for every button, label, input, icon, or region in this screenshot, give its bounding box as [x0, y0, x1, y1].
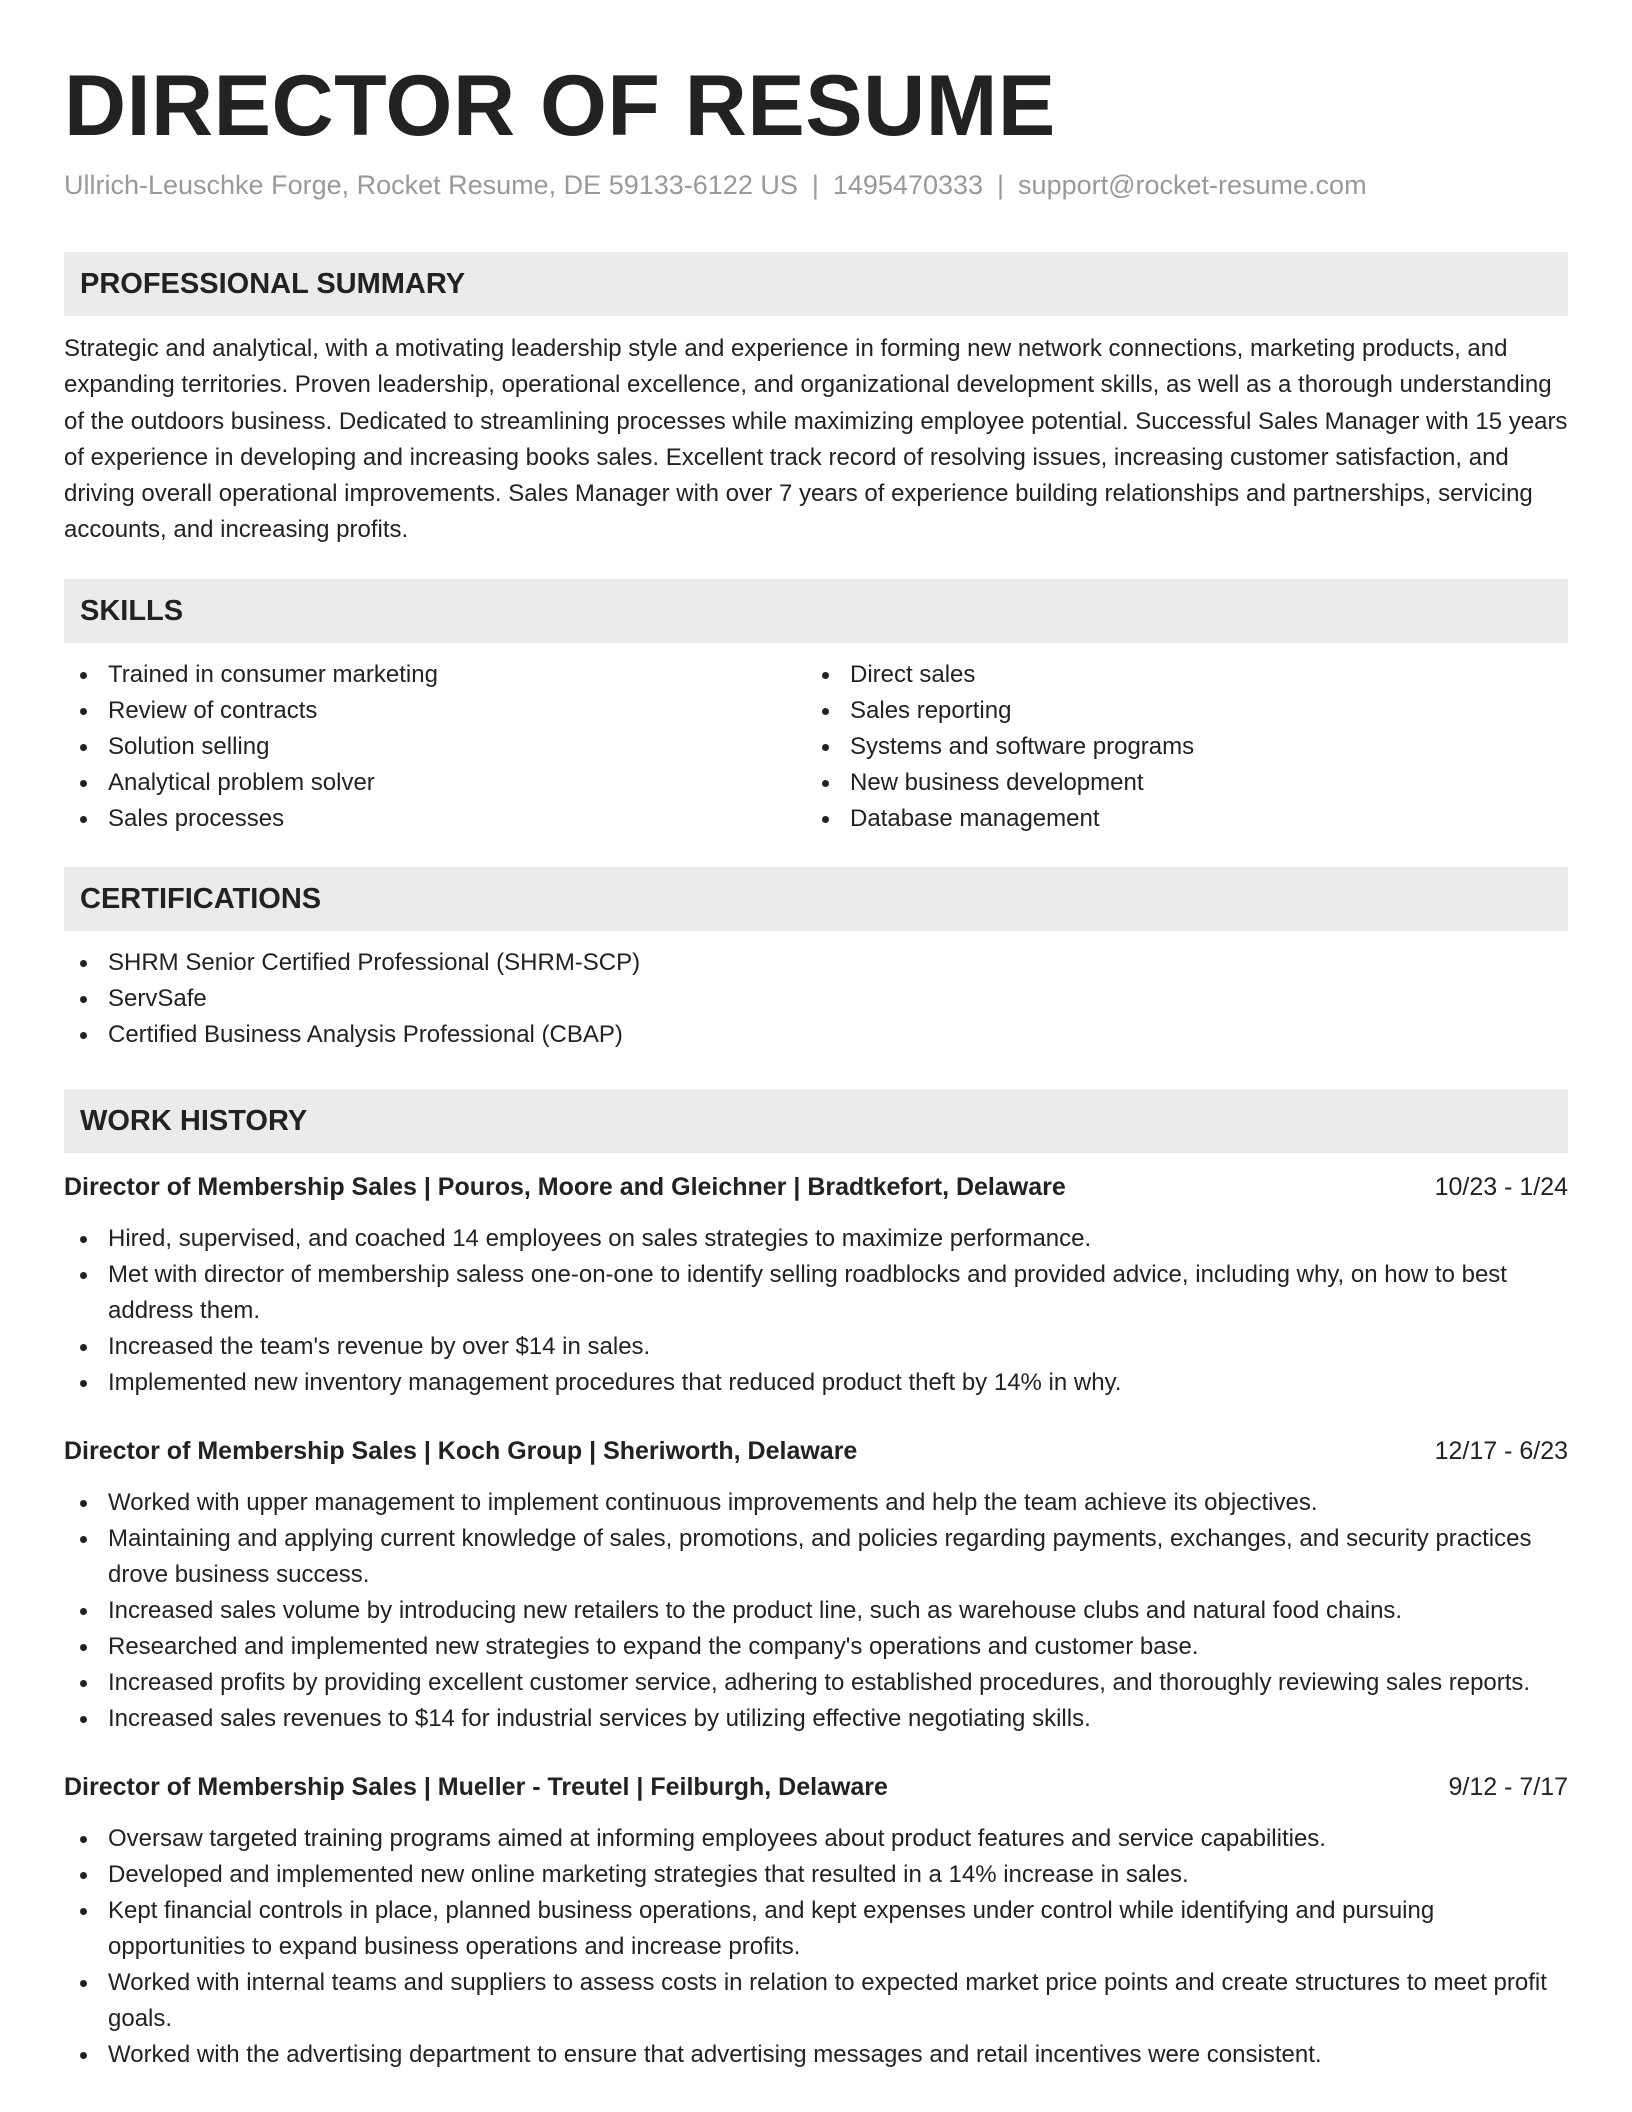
job-bullet: Increased sales volume by introducing new retailers to the product line, such as warehouse clubs and natural food chains.	[64, 1593, 1568, 1629]
job-bullet: Researched and implemented new strategies to expand the company's operations and customer base.	[64, 1629, 1568, 1665]
job-bullet: Met with director of membership saless one-on-one to identify selling roadblocks and provided advice, including why, on how to best address them.	[64, 1257, 1568, 1329]
job-bullets	[64, 1821, 1568, 2073]
job-header	[64, 1169, 1568, 1205]
skill-item: New business development	[806, 765, 1548, 801]
job-bullet: Increased the team's revenue by over $14 in sales.	[64, 1329, 1568, 1365]
job-entry	[64, 1433, 1568, 1737]
job-bullets	[64, 1485, 1568, 1737]
job-bullet: Implemented new inventory management procedures that reduced product theft by 14% in why.	[64, 1365, 1568, 1401]
certification-item: ServSafe	[64, 981, 1568, 1017]
skill-item: Analytical problem solver	[64, 765, 806, 801]
contact-email: support@rocket-resume.com	[1018, 170, 1367, 200]
job-title: Director of Membership Sales | Koch Group | Sheriworth, Delaware	[64, 1436, 858, 1465]
skills-column-left	[64, 657, 806, 837]
contact-address: Ullrich-Leuschke Forge, Rocket Resume, DE 59133-6122 US	[64, 170, 798, 200]
job-entry	[64, 1169, 1568, 1401]
certifications-list	[64, 945, 1568, 1053]
job-bullet: Oversaw targeted training programs aimed at informing employees about product features and service capabilities.	[64, 1821, 1568, 1857]
job-entry	[64, 1769, 1568, 2073]
section-header-work-history: WORK HISTORY	[64, 1089, 1568, 1153]
job-bullet: Worked with internal teams and suppliers to assess costs in relation to expected market price points and create structures to meet profit goals.	[64, 1965, 1568, 2037]
job-title: Director of Membership Sales | Mueller - Treutel | Feilburgh, Delaware	[64, 1772, 888, 1801]
contact-separator: |	[811, 170, 819, 200]
job-bullet: Kept financial controls in place, planned business operations, and kept expenses under control while identifying and pursuing opportunities to expand business operations and increase profits.	[64, 1893, 1568, 1965]
contact-phone: 1495470333	[832, 170, 984, 200]
job-bullet: Worked with the advertising department to ensure that advertising messages and retail incentives were consistent.	[64, 2037, 1568, 2073]
job-dates: 12/17 - 6/23	[1434, 1436, 1568, 1465]
skills-list	[64, 657, 1568, 837]
skill-item: Systems and software programs	[806, 729, 1548, 765]
job-header	[64, 1433, 1568, 1469]
job-bullet: Developed and implemented new online marketing strategies that resulted in a 14% increase in sales.	[64, 1857, 1568, 1893]
skills-column-right	[806, 657, 1548, 837]
skill-item: Direct sales	[806, 657, 1548, 693]
job-bullet: Worked with upper management to implement continuous improvements and help the team achieve its objectives.	[64, 1485, 1568, 1521]
skill-item: Sales reporting	[806, 693, 1548, 729]
skill-item: Solution selling	[64, 729, 806, 765]
certification-item: SHRM Senior Certified Professional (SHRM-SCP)	[64, 945, 1568, 981]
skill-item: Database management	[806, 801, 1548, 837]
section-header-skills: SKILLS	[64, 579, 1568, 643]
section-header-certifications: CERTIFICATIONS	[64, 867, 1568, 931]
job-title: Director of Membership Sales | Pouros, Moore and Gleichner | Bradtkefort, Delaware	[64, 1172, 1066, 1201]
job-bullets	[64, 1221, 1568, 1401]
skill-item: Sales processes	[64, 801, 806, 837]
skill-item: Review of contracts	[64, 693, 806, 729]
job-bullet: Increased profits by providing excellent customer service, adhering to established procedures, and thoroughly reviewing sales reports.	[64, 1665, 1568, 1701]
summary-text: Strategic and analytical, with a motivating leadership style and experience in forming new network connections, marketing products, and expanding territories. Proven leadership, operational excellence, and organizational development skills, as well as a thorough understanding of the outdoors business. Dedicated to streamlining processes while maximizing employee potential. Successful Sales Manager with 15 years of experience in developing and increasing books sales. Excellent track record of resolving issues, increasing customer satisfaction, and driving overall operational improvements. Sales Manager with over 7 years of experience building relationships and partnerships, servicing accounts, and increasing profits.	[64, 335, 1568, 544]
contact-line	[64, 168, 1568, 202]
section-header-summary: PROFESSIONAL SUMMARY	[64, 252, 1568, 316]
resume-name: DIRECTOR OF RESUME	[64, 58, 1056, 154]
skill-item: Trained in consumer marketing	[64, 657, 806, 693]
job-dates: 10/23 - 1/24	[1434, 1172, 1568, 1201]
job-header	[64, 1769, 1568, 1805]
job-bullet: Increased sales revenues to $14 for industrial services by utilizing effective negotiating skills.	[64, 1701, 1568, 1737]
job-bullet: Maintaining and applying current knowledge of sales, promotions, and policies regarding payments, exchanges, and security practices drove business success.	[64, 1521, 1568, 1593]
resume-page	[64, 0, 1568, 2073]
certification-item: Certified Business Analysis Professional (CBAP)	[64, 1017, 1568, 1053]
job-dates: 9/12 - 7/17	[1448, 1772, 1568, 1801]
contact-separator: |	[997, 170, 1005, 200]
job-bullet: Hired, supervised, and coached 14 employees on sales strategies to maximize performance.	[64, 1221, 1568, 1257]
